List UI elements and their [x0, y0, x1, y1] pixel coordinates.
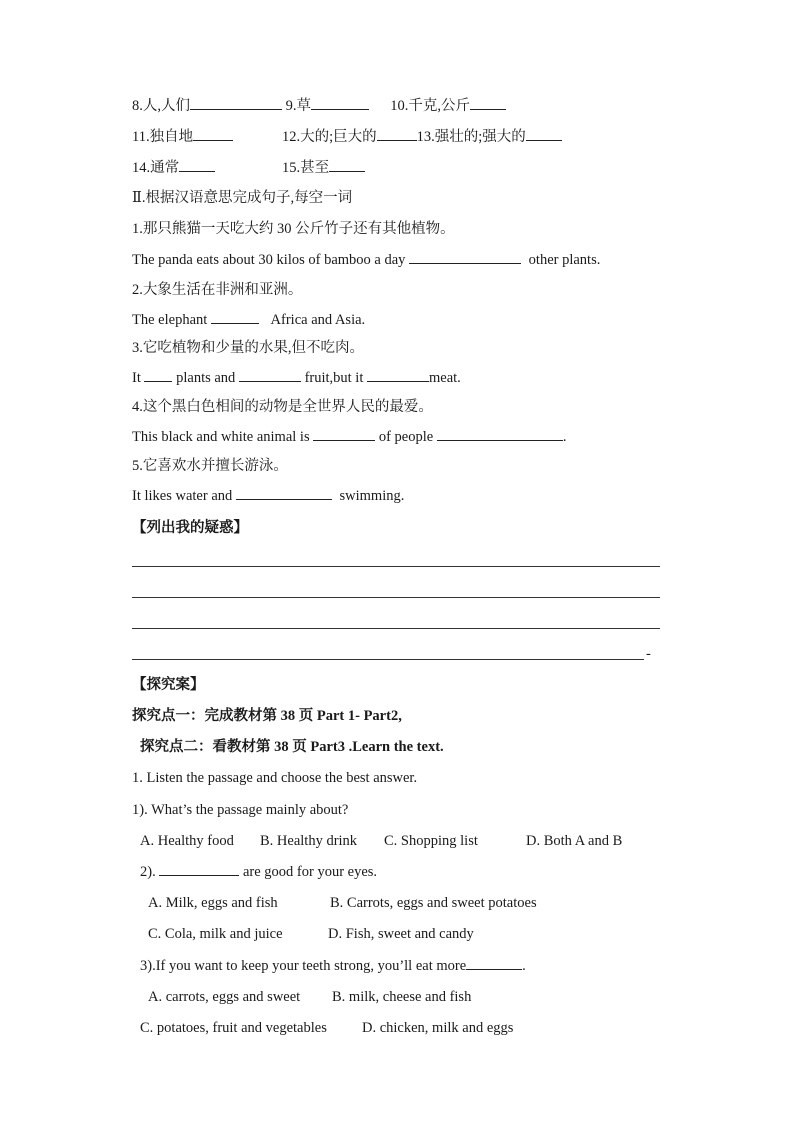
vocab-row-1 [132, 96, 506, 116]
option-d[interactable]: D. Fish, sweet and candy [328, 926, 474, 942]
sentence-5-english [132, 486, 404, 506]
sentence-text: fruit,but it [304, 370, 364, 386]
option-a[interactable]: A. carrots, eggs and sweet [148, 989, 301, 1005]
sentence-text: . [562, 429, 567, 445]
vocab-row-2 [132, 127, 652, 147]
option-a[interactable]: A. Healthy food [140, 833, 234, 849]
answer-blank[interactable] [470, 96, 506, 110]
sentence-1-english [132, 250, 600, 270]
answer-blank[interactable] [159, 862, 239, 876]
sentence-text: It [132, 370, 141, 386]
question-number: 2). [140, 864, 156, 880]
question-2-options-row-2 [148, 924, 628, 944]
sentence-1-chinese: 1.那只熊猫一天吃大约 30 公斤竹子还有其他植物。 [132, 221, 455, 237]
option-b[interactable]: B. milk, cheese and fish [332, 989, 472, 1005]
sentence-text: meat. [429, 370, 461, 386]
vocab-item-10: 10.千克,公斤 [390, 98, 470, 114]
answer-blank[interactable] [239, 368, 301, 382]
option-b[interactable]: B. Carrots, eggs and sweet potatoes [330, 895, 537, 911]
vocab-item-11: 11.独自地 [132, 129, 194, 145]
answer-blank[interactable] [377, 127, 417, 141]
sentence-text: It likes water and [132, 488, 233, 504]
answer-blank[interactable] [466, 956, 522, 970]
question-3-options-row-2 [140, 1018, 620, 1038]
sentence-text: The elephant [132, 312, 208, 328]
question-2-options-row-1 [148, 893, 628, 913]
explore-point-1: 探究点一：完成教材第 38 页 Part 1- Part2, [132, 708, 402, 724]
sentence-text: of people [378, 429, 434, 445]
sentence-text: swimming. [339, 488, 405, 504]
question-text: are good for your eyes. [242, 864, 378, 880]
explore-point-2: 探究点二：看教材第 38 页 Part3 .Learn the text. [140, 739, 444, 755]
sentence-text: The panda eats about 30 kilos of bamboo a day [132, 252, 406, 268]
sentence-5-chinese: 5.它喜欢水并擅长游泳。 [132, 458, 288, 474]
question-text: 3).If you want to keep your teeth strong, you’ll eat more [140, 958, 467, 974]
answer-blank[interactable] [211, 310, 259, 324]
vocab-item-14: 14.通常 [132, 160, 180, 176]
question-1-options [140, 831, 660, 851]
sentence-2-english [132, 310, 365, 330]
sentence-3-chinese: 3.它吃植物和少量的水果,但不吃肉。 [132, 340, 364, 356]
answer-blank[interactable] [236, 486, 332, 500]
option-d[interactable]: D. chicken, milk and eggs [362, 1020, 514, 1036]
answer-blank[interactable] [144, 368, 172, 382]
option-b[interactable]: B. Healthy drink [260, 833, 358, 849]
writing-line[interactable] [132, 566, 660, 567]
sentence-4-english [132, 427, 566, 447]
vocab-item-8: 8.人,人们 [132, 98, 190, 114]
answer-blank[interactable] [190, 96, 282, 110]
question-2 [140, 862, 377, 882]
option-c[interactable]: C. potatoes, fruit and vegetables [140, 1020, 327, 1036]
sentence-text: This black and white animal is [132, 429, 310, 445]
vocab-item-15: 15.甚至 [282, 160, 330, 176]
answer-blank[interactable] [329, 158, 365, 172]
option-a[interactable]: A. Milk, eggs and fish [148, 895, 278, 911]
sentence-text: Africa and Asia. [270, 312, 366, 328]
doubts-heading: 【列出我的疑惑】 [132, 520, 248, 536]
sentence-4-chinese: 4.这个黑白色相间的动物是全世界人民的最爱。 [132, 399, 433, 415]
option-c[interactable]: C. Shopping list [384, 833, 478, 849]
answer-blank[interactable] [311, 96, 369, 110]
writing-line[interactable] [132, 597, 660, 598]
answer-blank[interactable] [367, 368, 429, 382]
question-3 [140, 956, 526, 976]
explore-heading: 【探究案】 [132, 677, 205, 693]
answer-blank[interactable] [313, 427, 375, 441]
answer-blank[interactable] [409, 250, 521, 264]
sentence-text: other plants. [528, 252, 601, 268]
section-2-heading: Ⅱ.根据汉语意思完成句子,每空一词 [132, 190, 353, 206]
question-1: 1). What’s the passage mainly about? [132, 802, 349, 818]
vocab-item-12: 12.大的;巨大的 [282, 129, 377, 145]
question-3-options-row-1 [148, 987, 628, 1007]
writing-line[interactable] [132, 628, 660, 629]
vocab-row-3 [132, 158, 652, 178]
answer-blank[interactable] [179, 158, 215, 172]
vocab-item-13: 13.强壮的;强大的 [416, 129, 526, 145]
sentence-text: plants and [176, 370, 236, 386]
trailing-dash: - [646, 646, 651, 662]
option-c[interactable]: C. Cola, milk and juice [148, 926, 283, 942]
answer-blank[interactable] [437, 427, 563, 441]
answer-blank[interactable] [526, 127, 562, 141]
answer-blank[interactable] [193, 127, 233, 141]
vocab-item-9: 9.草 [285, 98, 311, 114]
sentence-3-english [132, 368, 461, 388]
question-text: . [522, 958, 526, 974]
writing-line[interactable] [132, 659, 644, 660]
sentence-2-chinese: 2.大象生活在非洲和亚洲。 [132, 282, 303, 298]
listening-instruction: 1. Listen the passage and choose the best answer. [132, 770, 418, 786]
option-d[interactable]: D. Both A and B [526, 833, 623, 849]
